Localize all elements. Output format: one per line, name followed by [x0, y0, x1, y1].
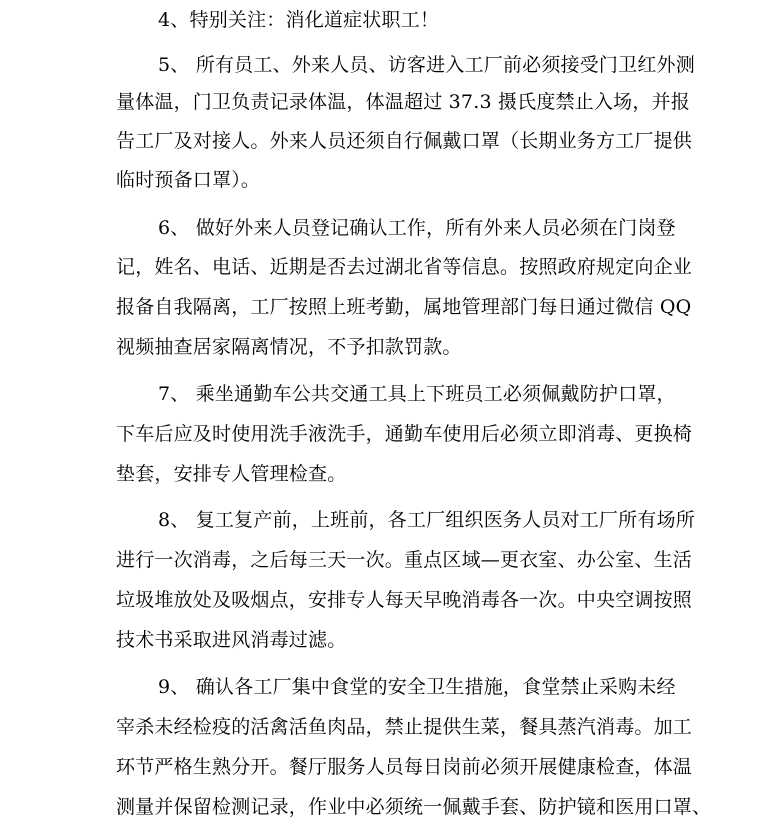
item-5-line-1: 5、 所有员工、外来人员、访客进入工厂前必须接受门卫红外测	[158, 54, 695, 76]
item-5-line-3: 告工厂及对接人。外来人员还须自行佩戴口罩（长期业务方工厂提供	[116, 130, 693, 152]
item-8-line-3: 垃圾堆放处及吸烟点，安排专人每天早晚消毒各一次。中央空调按照	[116, 589, 693, 611]
item-5-line-2: 量体温，门卫负责记录体温，体温超过 37.3 摄氏度禁止入场，并报	[116, 91, 690, 113]
item-7-line-1: 7、 乘坐通勤车公共交通工具上下班员工必须佩戴防护口罩，	[158, 383, 676, 405]
item-6-line-2: 记，姓名、电话、近期是否去过湖北省等信息。按照政府规定向企业	[116, 256, 693, 278]
item-8-line-2: 进行一次消毒，之后每三天一次。重点区域—更衣室、办公室、生活	[116, 549, 693, 571]
item-6-line-4: 视频抽查居家隔离情况，不予扣款罚款。	[116, 336, 462, 358]
item-6-line-1: 6、 做好外来人员登记确认工作，所有外来人员必须在门岗登	[158, 217, 676, 239]
item-8-line-4: 技术书采取进风消毒过滤。	[116, 629, 347, 651]
item-8-line-1: 8、 复工复产前，上班前，各工厂组织医务人员对工厂所有场所	[158, 509, 695, 531]
item-9-line-4: 测量并保留检测记录，作业中必须统一佩戴手套、防护镜和医用口罩、	[116, 796, 712, 818]
item-9-line-3: 环节严格生熟分开。餐厅服务人员每日岗前必须开展健康检查，体温	[116, 756, 693, 778]
item-7-line-2: 下车后应及时使用洗手液洗手，通勤车使用后必须立即消毒、更换椅	[116, 423, 693, 445]
item-7-line-3: 垫套，安排专人管理检查。	[116, 463, 347, 485]
item-6-line-3: 报备自我隔离，工厂按照上班考勤，属地管理部门每日通过微信 QQ	[116, 296, 692, 318]
item-9-line-2: 宰杀未经检疫的活禽活鱼肉品，禁止提供生菜，餐具蒸汽消毒。加工	[116, 716, 693, 738]
item-9-line-1: 9、 确认各工厂集中食堂的安全卫生措施，食堂禁止采购未经	[158, 676, 676, 698]
item-4-line-1: 4、特别关注：消化道症状职工！	[158, 9, 440, 31]
item-5-line-4: 临时预备口罩）。	[116, 169, 261, 191]
